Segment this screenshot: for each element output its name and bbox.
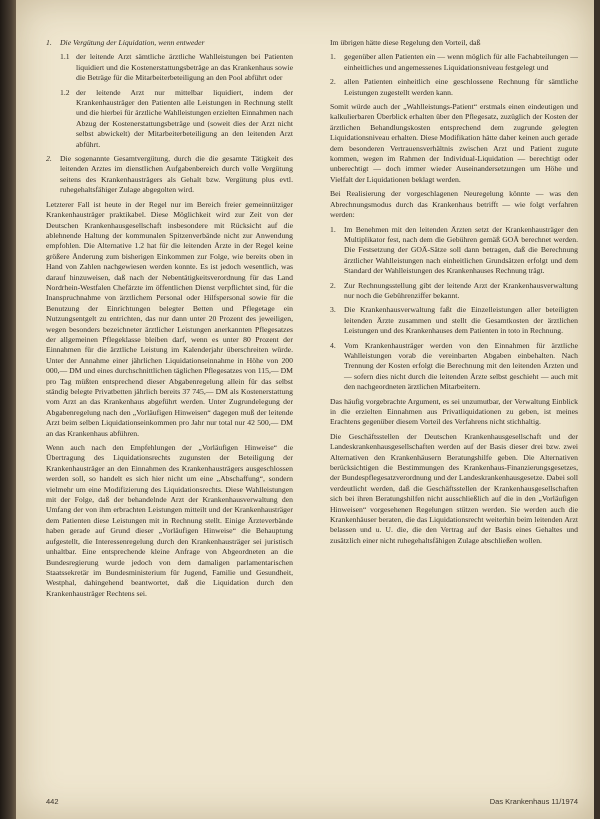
paragraph: Wenn auch nach den Empfehlungen der „Vorläufigen Hinweise“ die Übertragung des Liquidationsrechts zugunsten der Beteiligung der Krankenhausträger an den Einnahmen des Krankenhausträgers ausgeschlossen werden soll, so handelt es sich hier nicht um eine „Abschaffung“, sondern vielmehr um eine Modifizierung des Liquidationsrechts. Diese Wahlleistungen mit der Folge, daß der behandelnde Arzt der Krankenhausverwaltung den Umfang der von ihm erbrachten Leistungen mitteilt und der Krankenhausträger dem Patienten diese Leistungen mit in Rechnung stellt. Einige Ärzteverbände haben gerade auf Grund dieser „Vorläufigen Hinweise“ die Behauptung aufgestellt, die Interessenregelung durch den Krankenhausträger sei juristisch unhaltbar. Eine entsprechende kleine Anfrage von Abgeordneten an die Bundesregierung wurde jedoch von dem damaligen parlamentarischen Staatssekretär im Bundesministerium für Jugend, Familie und Gesundheit, Westphal, dahingehend beantwortet, daß die Liquidation durch den Krankenhausträger Rechtens sei. (46, 443, 293, 598)
list-number: 3. (330, 305, 336, 315)
list-item (330, 305, 578, 336)
right-column (330, 38, 578, 757)
list-text: Zur Rechnungsstellung gibt der leitende Arzt der Krankenhausverwaltung nur noch die Gebührenziffer bekannt. (344, 280, 578, 300)
list-text: Die Krankenhausverwaltung faßt die Einzelleistungen aller beteiligten leitenden Ärzte zusammen und stellt die Gesamtkosten der ärztlichen Leistungen und des Krankenhauses dem Patienten in toto in Rechnung. (344, 305, 578, 336)
list-text: Vom Krankenhausträger werden von den Einnahmen für ärztliche Wahlleistungen vorab die vereinbarten Abgaben einbehalten. Nach Trennung der Kosten erfolgt die Berechnung mit den leitenden Ärzten und — sofern dies nicht durch die leitenden Ärzte selbst geschieht — auch mit den nachgeordneten ärztlichen Mitarbeitern. (344, 340, 578, 392)
list-item (330, 77, 578, 98)
list-number: 1. (330, 224, 336, 234)
list-text: Im Benehmen mit den leitenden Ärzten setzt der Krankenhausträger den Multiplikator fest, nach dem die Gebühren gemäß GOÄ berechnet werden. Die Festsetzung der GOÄ-Sätze soll dann betragen, daß die Berechnung ärztlicher Wahlleistungen nach einheitlichen Grundsätzen erfolgt und dem Standard der Wahlleistungen des Krankenhauses Rechnung trägt. (344, 224, 578, 276)
page-number: 442 (46, 797, 59, 806)
sub-text: der leitende Arzt sämtliche ärztliche Wahlleistungen bei Patienten liquidiert und die Kostenerstattungsbeträge an das Krankenhaus sowie die Beträge für die Mitarbeiterbeteiligung an den Pool abführt oder (76, 52, 293, 83)
list-item (330, 225, 578, 277)
list-number: 2. (46, 154, 52, 164)
list-number: 1. (46, 38, 52, 47)
list-number: 1. (330, 52, 336, 62)
list-text: gegenüber allen Patienten ein — wenn möglich für alle Fachabteilungen — einheitliches und angemessenes Liquidationsniveau festgelegt und (344, 52, 578, 72)
sub-number: 1.1 (60, 52, 70, 62)
list-item (330, 52, 578, 73)
sub-number: 1.2 (60, 87, 70, 97)
list-number: 2. (330, 77, 336, 87)
list-text: Die Vergütung der Liquidation, wenn entweder (60, 38, 205, 47)
left-column (46, 38, 293, 757)
paragraph: Letzterer Fall ist heute in der Regel nur im Bereich freier gemeinnütziger Krankenhausträger praktikabel. Diese Möglichkeit wird zur Zeit von der Deutschen Krankenhausgesellschaft insbesondere mit Rücksicht auf die ablehnende Haltung der kommunalen Spitzenverbände nicht zur Anwendung empfohlen. Die Alternative 1.2 hat für die leitenden Ärzte in der Regel keine größere Änderung zum bisherigen Einkommen zur Folge, wie bereits oben in Hand von Zahlen nachgewiesen werden konnte. Es ist jedoch wesentlich, was darauf hinzuweisen, daß nach der Nebentätigkeitsverordnung für das Land Nordrhein-Westfalen Chefärzte im öffentlichen Dienst verpflichtet sind, für die Inanspruchnahme von ärztlichem Personal oder Hilfspersonal sowie für die Benutzung der Einrichtungen belegter Betten und Pflegetage ein Nutzungsentgelt zu entrichten, das nur dann unter 20 Prozent des jeweiligen, wegen besonders bezeichneter ärztlicher Leistungen anerkannten Pflegesatzes der allgemeinen Pflegeklasse bleiben darf, wenn es unter 80 Prozent der Einnahmen für die ärztliche Leistung im Kalenderjahr überschreiten würde. Unter der Annahme einer jährlichen Liquidationseinnahme in Höhe von 200 000,— DM und eines durchschnittlichen täglichen Pflegesatzes von 115,— DM pro Tag müßten entsprechend dieser Abgabenregelung allein für das selbst ständig belegte Privatbetten jährlich bereits 37 745,— DM als Kostenerstattung vom Arzt an das Krankenhaus abgeführt werden. Unter Zugrundelegung der Abgabenregelung nach den „Vorläufigen Hinweisen“ dagegen muß der leitende Arzt beim selben Liquidationseinkommen pro Jahr nur total nur 42 500,— DM an das Krankenhaus abführen. (46, 199, 293, 438)
sub-item-1-2 (60, 88, 293, 150)
list-item-1 (46, 38, 293, 48)
list-text: Die sogenannte Gesamtvergütung, durch die die gesamte Tätigkeit des leitenden Arztes im dienstlichen Aufgabenbereich durch volle Vergütung seitens des Krankenhausträgers als Gehalt bzw. Vergütung plus evtl. ruhegehaltsfähiger Zulage abgegolten wird. (60, 154, 293, 195)
list-item (330, 281, 578, 302)
list-text: allen Patienten einheitlich eine geschlossene Rechnung für sämtliche Leistungen zugestellt werden kann. (344, 77, 578, 97)
magazine-issue: Das Krankenhaus 11/1974 (489, 797, 578, 806)
list-item (330, 341, 578, 393)
sub-text: der leitende Arzt nur mittelbar liquidiert, indem der Krankenhausträger den Patienten alle Leistungen in Rechnung stellt und die hierbei für ärztliche Wahlleistungen erzielten Einnahmen nach Abzug der Kostenerstattungsbeträge und (soweit dies der Arzt nicht selbst abwickelt) der Mitarbeiterbeteiligung an den leitenden Arzt abführt. (76, 87, 293, 149)
sub-item-1-1 (60, 52, 293, 83)
paragraph: Die Geschäftsstellen der Deutschen Krankenhausgesellschaft und der Landeskrankenhausgesellschaften werden auf der Basis dieser drei bzw. zwei Alternativen den Krankenhäusern Beratungshilfe geben. Die Alternativen berücksichtigen die Bestimmungen des Krankenhaus-Finanzierungsgesetzes, der Bundespflegesatzverordnung und der Landeskrankenhausgesetze. Dabei soll verdeutlicht werden, daß die Geschäftsstellen der Krankenhausgesellschaften sich bei ihren Beratungshilfen nicht ausschließlich auf die in den „Vorläufigen Hinweisen“ vorgesehenen Regelungen stützen werden. Sie werden auch die Krankenhäuser beraten, die das Liquidationsrecht weiterhin beim leitenden Arzt belassen und u. U. die, die den Vertrag auf der Basis eines Gehaltes und zusätzlich einer nicht ruhegehaltsfähigen Zulage abschließen wollen. (330, 431, 578, 545)
paragraph: Im übrigen hätte diese Regelung den Vorteil, daß (330, 38, 481, 47)
list-number: 2. (330, 280, 336, 290)
book-binding (0, 0, 16, 819)
paragraph: Bei Realisierung der vorgeschlagenen Neuregelung könnte — was den Abrechnungsmodus durch das Krankenhaus betrifft — wie folgt verfahren werden: (330, 189, 578, 220)
paragraph: Somit würde auch der „Wahlleistungs-Patient“ erstmals einen eindeutigen und kalkulierbaren Überblick erhalten über den Pflegesatz, zuzüglich der Kosten der ärztlichen Behandlungskosten entsprechend dem zugrunde gelegten Liquidationsniveau erhalten. Diese Modifikation hätte daher keinen auch gerade dem besonderen Vertrauensverhältnis zwischen Arzt und Patient zugute kommen, wegen im Rahmen der Individual-Liquidation — berechtigt oder unberechtigt — doch immer wieder Auseinandersetzungen um Höhe und Vielfalt der Liquidationen beklagt werden. (330, 102, 578, 184)
list-item-2 (46, 154, 293, 196)
paragraph: Das häufig vorgebrachte Argument, es sei unzumutbar, der Verwaltung Einblick in die erzielten Einnahmen aus Privatliquidationen zu geben, ist meines Erachtens gegenüber diesem Vorteil des Verfahrens nicht stichhaltig. (330, 396, 578, 427)
document-page (16, 0, 594, 819)
list-number: 4. (330, 340, 336, 350)
